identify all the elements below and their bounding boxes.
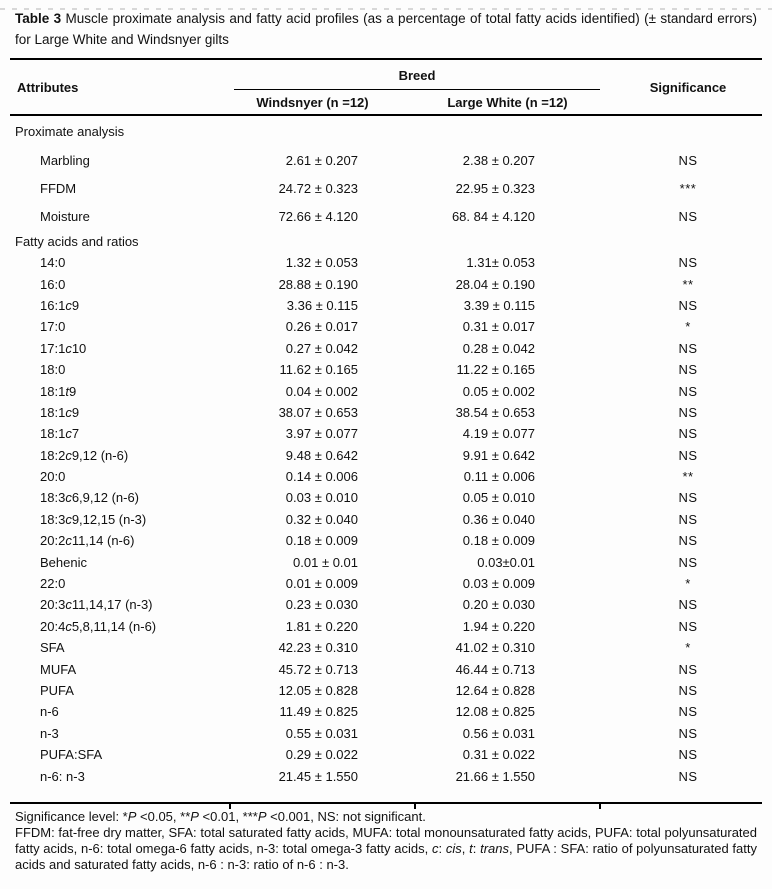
attribute-cell: 14:0: [40, 255, 66, 271]
breed-subheaders: [230, 90, 600, 114]
significance-cell: NS: [678, 404, 698, 420]
large-white-value-cell: 0.20 ± 0.030: [462, 597, 535, 613]
table-header: [10, 58, 762, 116]
table-row: [10, 146, 762, 174]
attribute-cell: PUFA: [40, 683, 74, 698]
large-white-value-cell: 4.19 ± 0.077: [462, 426, 535, 442]
attributes-column-header: Attributes: [17, 79, 79, 95]
windsnyer-value-cell: 0.18 ± 0.009: [285, 533, 358, 549]
attribute-cell: 16:1c9: [40, 297, 80, 313]
table-row: [10, 402, 762, 423]
attribute-cell: Moisture: [40, 208, 90, 224]
large-white-value-cell: 38.54 ± 0.653: [455, 404, 535, 420]
table-row: [10, 658, 762, 679]
large-white-value-cell: 46.44 ± 0.713: [455, 661, 535, 677]
table-row: [10, 530, 762, 551]
significance-cell: NS: [678, 704, 698, 720]
windsnyer-value-cell: 21.45 ± 1.550: [278, 768, 358, 784]
attribute-cell: 18:1c9: [40, 404, 80, 420]
significance-cell: NS: [678, 297, 698, 313]
attribute-cell: 22:0: [40, 576, 66, 592]
table-row: [10, 423, 762, 444]
table-row: [10, 466, 762, 487]
windsnyer-value-cell: 0.23 ± 0.030: [285, 597, 358, 613]
attribute-cell: 20:3c11,14,17 (n-3): [40, 597, 153, 613]
large-white-value-cell: 0.18 ± 0.009: [462, 533, 535, 549]
table-row: [10, 273, 762, 294]
attribute-cell: Behenic: [40, 554, 87, 570]
large-white-value-cell: 68. 84 ± 4.120: [451, 208, 535, 224]
abbreviations-note: FFDM: fat-free dry matter, SFA: total saturated fatty acids, MUFA: total monounsaturated fatty acids, PUFA: total polyunsaturated fatty acids, n-6: total omega-6 fatty acids, n-3: total omega-3 fatty acids, c: cis, t: trans, PUFA : SFA: ratio of polyunsaturated fatty acids and saturated fatty acids, n-6 : n-3: ratio of n-6 : n-3.: [15, 824, 757, 872]
windsnyer-column-header: Windsnyer (n =12): [256, 94, 369, 110]
attribute-cell: MUFA: [40, 661, 77, 677]
column-divider-tick: [414, 804, 416, 809]
significance-cell: NS: [678, 597, 698, 613]
windsnyer-value-cell: 0.26 ± 0.017: [285, 319, 358, 335]
windsnyer-value-cell: 42.23 ± 0.310: [278, 640, 358, 656]
windsnyer-value-cell: 38.07 ± 0.653: [278, 404, 358, 420]
table-row: [10, 202, 762, 230]
significance-cell: NS: [678, 747, 698, 763]
significance-level-note: Significance level: *P <0.05, **P <0.01, ***P <0.001, NS: not significant.: [15, 808, 426, 824]
table-row: [10, 359, 762, 380]
paper-page: [0, 8, 772, 889]
significance-cell: NS: [678, 447, 698, 463]
table-row: [10, 174, 762, 202]
attribute-cell: 18:2c9,12 (n-6): [40, 447, 129, 463]
table-row: [10, 723, 762, 744]
windsnyer-value-cell: 28.88 ± 0.190: [278, 276, 358, 292]
large-white-value-cell: 0.36 ± 0.040: [462, 511, 535, 527]
significance-cell: *: [685, 576, 691, 592]
significance-cell: NS: [678, 768, 698, 784]
large-white-value-cell: 3.39 ± 0.115: [463, 297, 535, 313]
significance-cell: ***: [679, 180, 697, 196]
windsnyer-value-cell: 0.32 ± 0.040: [285, 511, 358, 527]
large-white-value-cell: 11.22 ± 0.165: [456, 362, 535, 378]
section-header: Fatty acids and ratios: [15, 233, 139, 249]
significance-cell: NS: [678, 152, 698, 168]
attribute-cell: 18:1t9: [40, 383, 77, 399]
large-white-value-cell: 12.08 ± 0.825: [455, 704, 535, 720]
table-row: [10, 445, 762, 466]
attribute-cell: 18:0: [40, 362, 66, 378]
attribute-cell: 17:1c10: [40, 340, 87, 356]
significance-column-header: Significance: [649, 79, 727, 95]
large-white-value-cell: 0.03±0.01: [477, 554, 535, 570]
large-white-value-cell: 0.03 ± 0.009: [462, 576, 535, 592]
significance-cell: NS: [678, 725, 698, 741]
windsnyer-value-cell: 0.14 ± 0.006: [285, 469, 358, 485]
large-white-column-header: Large White (n =12): [447, 94, 568, 110]
significance-cell: NS: [678, 511, 698, 527]
large-white-value-cell: 28.04 ± 0.190: [455, 276, 535, 292]
significance-cell: NS: [678, 618, 698, 634]
large-white-value-cell: 1.94 ± 0.220: [462, 618, 535, 634]
significance-cell: NS: [678, 683, 698, 698]
scan-artifact: [0, 8, 772, 10]
table-row: [10, 316, 762, 337]
windsnyer-value-cell: 12.05 ± 0.828: [278, 683, 358, 698]
windsnyer-value-cell: 24.72 ± 0.323: [278, 180, 358, 196]
table-row: [10, 338, 762, 359]
footnotes: [15, 809, 757, 873]
large-white-value-cell: 2.38 ± 0.207: [462, 152, 535, 168]
large-white-value-cell: 0.05 ± 0.010: [462, 490, 535, 506]
table-caption-label: Table 3: [15, 11, 62, 26]
large-white-value-cell: 22.95 ± 0.323: [455, 180, 535, 196]
attribute-cell: 18:1c7: [40, 426, 80, 442]
attribute-cell: FFDM: [40, 180, 77, 196]
attribute-cell: 17:0: [40, 319, 66, 335]
significance-cell: NS: [678, 426, 698, 442]
windsnyer-value-cell: 3.36 ± 0.115: [286, 297, 358, 313]
attribute-cell: PUFA:SFA: [40, 747, 103, 763]
attribute-cell: n-3: [40, 725, 59, 741]
significance-cell: *: [685, 640, 691, 656]
attribute-cell: 16:0: [40, 276, 66, 292]
table-row: [10, 551, 762, 572]
large-white-value-cell: 0.31 ± 0.017: [462, 319, 535, 335]
large-white-value-cell: 21.66 ± 1.550: [455, 768, 535, 784]
windsnyer-value-cell: 2.61 ± 0.207: [285, 152, 358, 168]
table-row: [10, 701, 762, 722]
large-white-value-cell: 1.31± 0.053: [466, 255, 535, 271]
significance-cell: NS: [678, 362, 698, 378]
significance-cell: NS: [678, 490, 698, 506]
attribute-cell: Marbling: [40, 152, 90, 168]
windsnyer-value-cell: 1.81 ± 0.220: [285, 618, 358, 634]
table-row: [10, 616, 762, 637]
table-row: [10, 487, 762, 508]
significance-cell: NS: [678, 554, 698, 570]
windsnyer-value-cell: 0.01 ± 0.01: [293, 554, 358, 570]
attribute-cell: n-6: n-3: [40, 768, 85, 784]
attribute-cell: 18:3c6,9,12 (n-6): [40, 490, 140, 506]
windsnyer-value-cell: 0.55 ± 0.031: [285, 725, 358, 741]
large-white-value-cell: 0.31 ± 0.022: [462, 747, 535, 763]
significance-cell: *: [685, 319, 691, 335]
table-row: [10, 744, 762, 765]
large-white-value-cell: 12.64 ± 0.828: [455, 683, 535, 698]
table-row: [10, 765, 762, 786]
significance-cell: **: [682, 469, 694, 485]
attribute-cell: 20:0: [40, 469, 66, 485]
windsnyer-value-cell: 0.29 ± 0.022: [285, 747, 358, 763]
significance-cell: NS: [678, 340, 698, 356]
windsnyer-value-cell: 3.97 ± 0.077: [285, 426, 358, 442]
column-divider-tick: [229, 804, 231, 809]
windsnyer-value-cell: 0.01 ± 0.009: [285, 576, 358, 592]
large-white-value-cell: 41.02 ± 0.310: [455, 640, 535, 656]
significance-cell: NS: [678, 661, 698, 677]
attribute-cell: SFA: [40, 640, 65, 656]
table-caption: [15, 8, 757, 50]
large-white-value-cell: 9.91 ± 0.642: [462, 447, 535, 463]
significance-cell: NS: [678, 383, 698, 399]
large-white-value-cell: 0.56 ± 0.031: [462, 725, 535, 741]
significance-cell: **: [682, 276, 694, 292]
table-body: [10, 116, 762, 804]
table-row: [10, 573, 762, 594]
large-white-value-cell: 0.28 ± 0.042: [462, 340, 535, 356]
attribute-cell: 18:3c9,12,15 (n-3): [40, 511, 147, 527]
table-row: [10, 594, 762, 615]
windsnyer-value-cell: 45.72 ± 0.713: [278, 661, 358, 677]
windsnyer-value-cell: 9.48 ± 0.642: [285, 447, 358, 463]
windsnyer-value-cell: 11.62 ± 0.165: [279, 362, 358, 378]
table-row: [10, 295, 762, 316]
column-divider-tick: [599, 804, 601, 809]
windsnyer-value-cell: 1.32 ± 0.053: [285, 255, 358, 271]
breed-group-header: Breed: [234, 60, 600, 90]
attribute-cell: 20:2c11,14 (n-6): [40, 533, 135, 549]
windsnyer-value-cell: 72.66 ± 4.120: [278, 208, 358, 224]
attribute-cell: n-6: [40, 704, 59, 720]
windsnyer-value-cell: 0.03 ± 0.010: [285, 490, 358, 506]
table-caption-text: Muscle proximate analysis and fatty acid profiles (as a percentage of total fatty acids identified) (± standard errors) for Large White and Windsnyer gilts: [15, 11, 757, 47]
attribute-cell: 20:4c5,8,11,14 (n-6): [40, 618, 157, 634]
large-white-value-cell: 0.11 ± 0.006: [463, 469, 535, 485]
table-row: [10, 637, 762, 658]
significance-cell: NS: [678, 208, 698, 224]
data-table: [10, 58, 762, 804]
significance-cell: NS: [678, 255, 698, 271]
large-white-value-cell: 0.05 ± 0.002: [462, 383, 535, 399]
table-row: [10, 509, 762, 530]
table-row: [10, 252, 762, 273]
significance-cell: NS: [678, 533, 698, 549]
windsnyer-value-cell: 11.49 ± 0.825: [279, 704, 358, 720]
section-header: Proximate analysis: [15, 123, 125, 139]
breed-column-group: [230, 60, 600, 114]
windsnyer-value-cell: 0.04 ± 0.002: [285, 383, 358, 399]
table-row: [10, 380, 762, 401]
windsnyer-value-cell: 0.27 ± 0.042: [285, 340, 358, 356]
table-row: [10, 680, 762, 701]
